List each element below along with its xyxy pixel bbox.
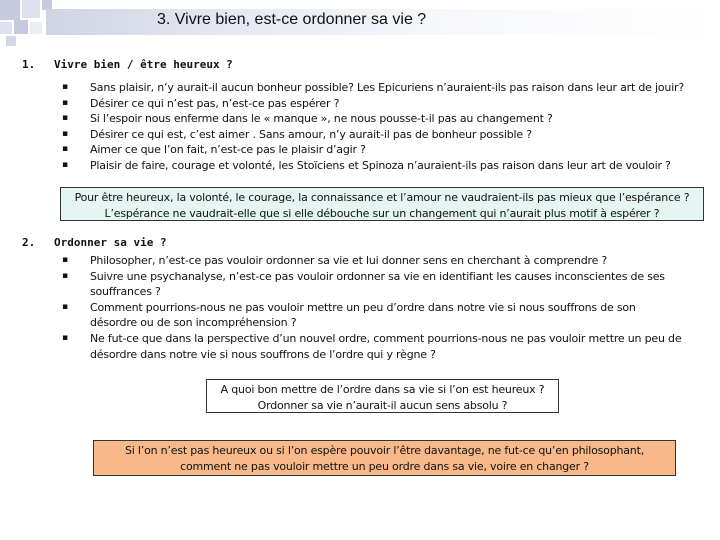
deco-square — [30, 22, 42, 34]
deco-square — [14, 20, 28, 34]
square-bullet-icon: ▪ — [62, 97, 68, 108]
deco-square — [6, 36, 16, 46]
question-line: Ordonner sa vie n’aurait-il aucun sens absolu ? — [257, 398, 508, 412]
conclusion-line: Si l’on n’est pas heureux ou si l’on espère pouvoir l’être davantage, ne fut-ce qu’en philosophant, — [125, 444, 644, 457]
square-bullet-icon: ▪ — [62, 301, 68, 312]
slide-title: 3. Vivre bien, est-ce ordonner sa vie ? — [157, 11, 427, 28]
list-item: ▪ Philosopher, n’est-ce pas vouloir ordonner sa vie et lui donner sens en cherchant à comprendre ? — [62, 254, 608, 267]
square-bullet-icon: ▪ — [62, 144, 68, 155]
square-bullet-icon: ▪ — [62, 270, 68, 281]
section-2-conclusion-box — [93, 440, 676, 476]
question-line: A quoi bon mettre de l’ordre dans sa vie si l’on est heureux ? — [220, 383, 545, 396]
section-2-question-box — [206, 379, 559, 413]
square-bullet-icon: ▪ — [62, 159, 68, 170]
list-item: ▪ Ne fut-ce que dans la perspective d’un nouvel ordre, comment pourrions-nous ne pas vouloir mettre un peu de désordre dans notre vie si nous souffrons de l’ordre qui y règne ? — [62, 331, 682, 361]
list-item: ▪ Comment pourrions-nous ne pas vouloir mettre un peu d’ordre dans notre vie si nous souffrons de son désordre ou de son incompréhension ? — [62, 300, 636, 330]
deco-square — [22, 0, 40, 18]
square-bullet-icon: ▪ — [62, 113, 68, 124]
summary-line: L’espérance ne vaudrait-elle que si elle débouche sur un changement qui n’aurait plus motif à espérer ? — [104, 206, 660, 220]
section-1-heading: Vivre bien / être heureux ? — [54, 58, 233, 71]
list-item: ▪ Sans plaisir, n’y aurait-il aucun bonheur possible? Les Epicuriens n’auraient-ils pas raison dans leur art de jouir? — [62, 81, 685, 94]
square-bullet-icon: ▪ — [62, 82, 68, 92]
list-item: ▪ Plaisir de faire, courage et volonté, les Stoïciens et Spinoza n’auraient-ils pas raison dans leur art de vouloir ? — [62, 158, 671, 172]
section-2-bullet-list — [62, 253, 714, 362]
section-1-number: 1. — [22, 58, 36, 71]
section-1-bullet-list — [62, 80, 714, 174]
section-2-heading: Ordonner sa vie ? — [54, 236, 167, 249]
section-1-summary-box — [60, 187, 704, 221]
square-bullet-icon: ▪ — [62, 332, 68, 343]
square-bullet-icon: ▪ — [62, 128, 68, 139]
summary-line: Pour être heureux, la volonté, le courage, la connaissance et l’amour ne vaudraient-ils pas mieux que l’espérance ? — [74, 191, 690, 204]
list-item: ▪ Aimer ce que l’on fait, n’est-ce pas le plaisir d’agir ? — [62, 143, 366, 157]
square-bullet-icon: ▪ — [62, 255, 68, 265]
conclusion-line: comment ne pas vouloir mettre un peu ordre dans sa vie, voire en changer ? — [180, 459, 589, 473]
deco-square — [0, 0, 20, 20]
list-item: ▪ Désirer ce qui n’est pas, n’est-ce pas espérer ? — [62, 96, 340, 110]
list-item: ▪ Désirer ce qui est, c’est aimer . Sans amour, n’y aurait-il pas de bonheur possible ? — [62, 127, 532, 141]
section-2-number: 2. — [22, 236, 36, 249]
deco-square — [0, 22, 12, 34]
list-item: ▪ Si l’espoir nous enferme dans le « manque », ne nous pousse-t-il pas au changement ? — [62, 112, 553, 126]
list-item: ▪ Suivre une psychanalyse, n’est-ce pas vouloir ordonner sa vie en identifiant les causes inconscientes de ses souffrances ? — [62, 269, 665, 299]
